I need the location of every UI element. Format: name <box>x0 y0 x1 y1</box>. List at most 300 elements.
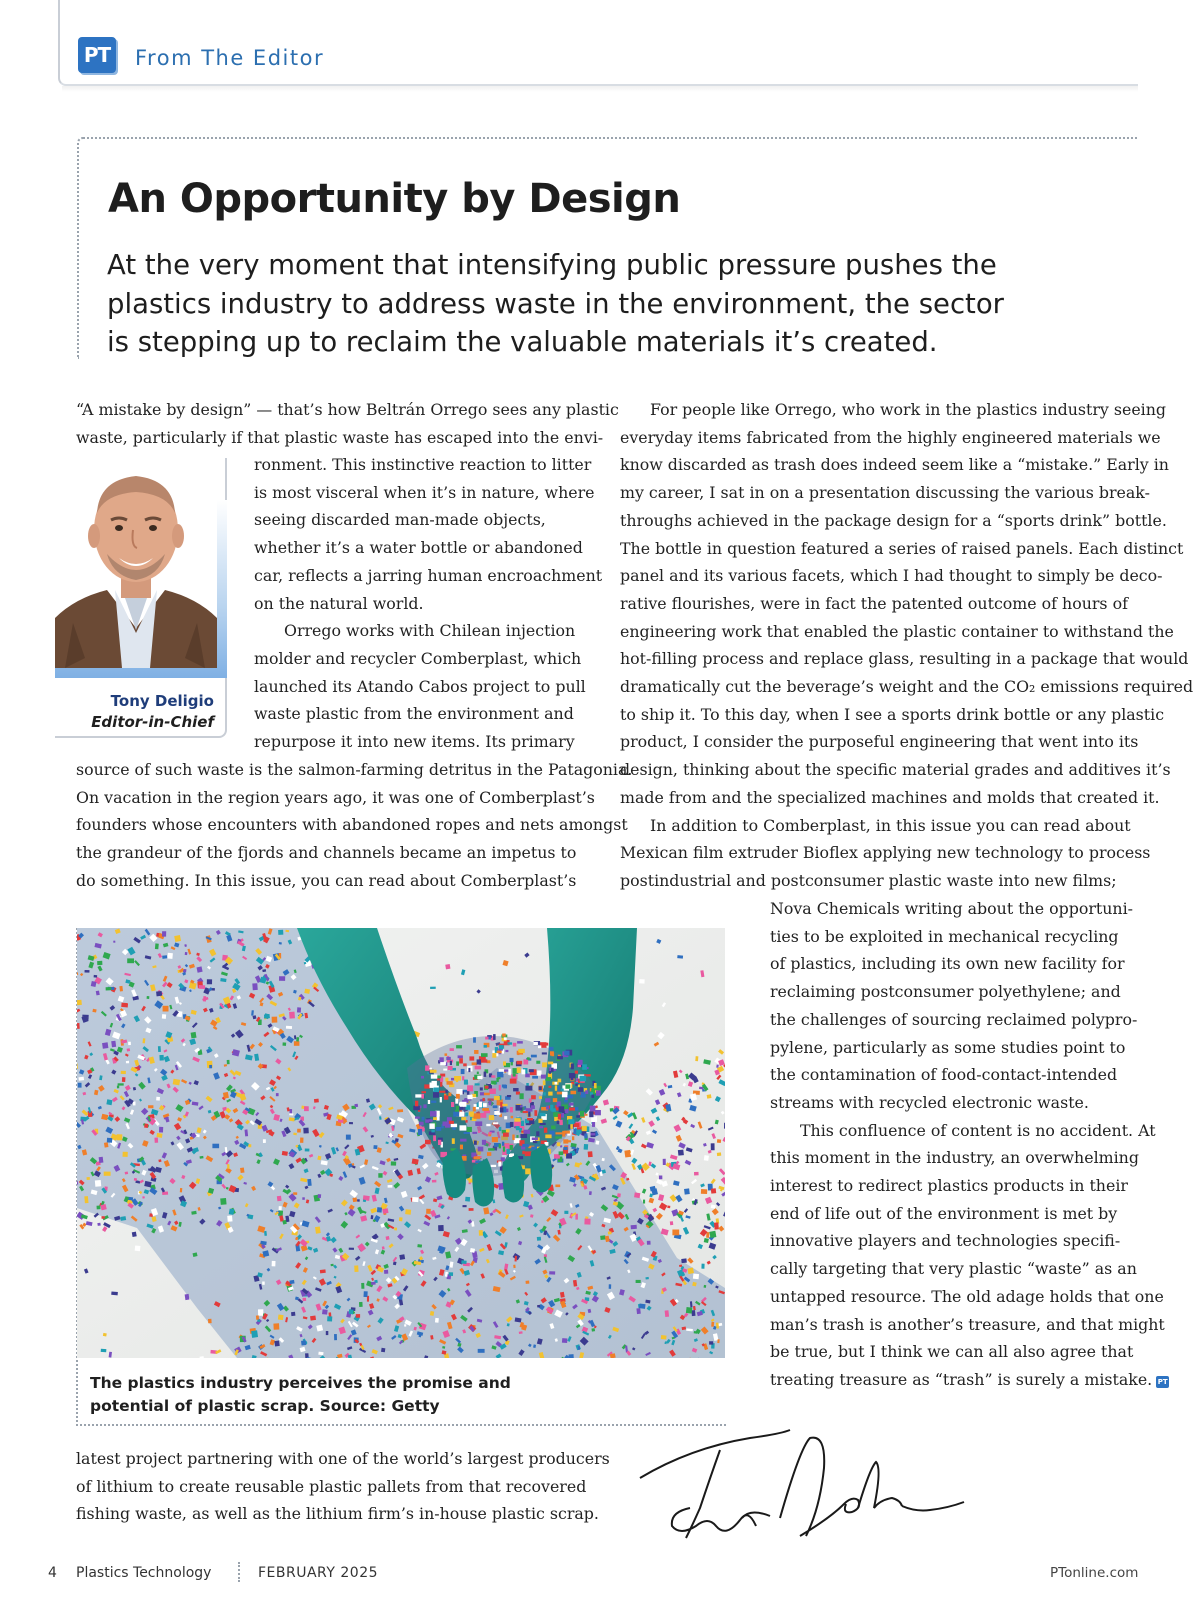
plastic-chip <box>569 1108 575 1111</box>
plastic-chip <box>123 1152 128 1157</box>
plastic-chip <box>571 1091 577 1095</box>
plastic-chip <box>532 1076 538 1079</box>
plastic-chip <box>711 1188 716 1193</box>
plastic-chip <box>422 1117 425 1121</box>
plastic-chip <box>289 1113 293 1115</box>
plastic-chip <box>672 1230 679 1236</box>
plastic-chip <box>297 1129 301 1133</box>
plastic-chip <box>572 1136 574 1140</box>
plastic-chip <box>517 1061 523 1065</box>
plastic-chip <box>523 1111 528 1113</box>
plastic-chip <box>557 1092 562 1095</box>
section-label: From The Editor <box>135 46 325 70</box>
plastic-chip <box>468 1068 470 1072</box>
plastic-chip <box>388 1185 393 1188</box>
plastic-chip <box>532 1138 538 1141</box>
text-line: the contamination of food-contact-intended <box>770 1065 1118 1085</box>
plastic-chip <box>568 1119 574 1124</box>
plastic-chip <box>429 1123 434 1129</box>
plastic-chip <box>359 1302 363 1307</box>
plastic-chip <box>492 1053 496 1058</box>
plastic-chip <box>121 1003 128 1008</box>
plastic-chip <box>584 1144 589 1150</box>
plastic-chip <box>480 1087 483 1090</box>
plastic-chip <box>132 1232 137 1237</box>
editor-signature <box>630 1408 970 1548</box>
plastic-chip <box>474 1141 477 1145</box>
plastic-chip <box>709 1341 713 1344</box>
plastic-chip <box>516 1092 520 1095</box>
plastic-chip <box>156 991 162 996</box>
plastic-chip <box>516 1135 518 1138</box>
plastic-chip <box>493 1105 498 1108</box>
text-line: This confluence of content is no accident. At <box>800 1120 1156 1140</box>
plastic-chip <box>545 1098 550 1102</box>
plastic-chip <box>560 1120 563 1125</box>
text-line: “A mistake by design” — that’s how Beltrán Orrego sees any plastic <box>76 400 619 419</box>
plastic-chip <box>101 1349 107 1353</box>
plastic-chip <box>94 975 98 978</box>
plastic-chip <box>119 986 123 992</box>
plastic-chip <box>517 1041 523 1044</box>
plastic-chip <box>659 1176 662 1180</box>
plastic-chip <box>102 1216 105 1219</box>
plastic-chip <box>502 1085 506 1088</box>
plastic-chip <box>514 1121 521 1126</box>
plastic-chip <box>480 1092 484 1095</box>
plastic-chip <box>278 930 283 935</box>
plastic-chip <box>647 1241 651 1245</box>
plastic-chip <box>450 1048 454 1051</box>
plastic-chip <box>483 1098 485 1101</box>
plastic-chip <box>289 1012 295 1019</box>
plastic-chip <box>488 1148 494 1151</box>
text-line: The bottle in question featured a series of raised panels. Each distinct <box>620 538 1184 558</box>
plastic-chip <box>484 1093 490 1096</box>
plastic-chip <box>282 1042 286 1045</box>
plastic-chip <box>497 1077 500 1079</box>
plastic-chip <box>77 1000 82 1005</box>
plastic-chip <box>513 1088 519 1091</box>
plastic-chip <box>156 1133 162 1138</box>
plastic-chip <box>479 1102 482 1108</box>
plastic-chip <box>465 1113 468 1117</box>
plastic-chip <box>111 1041 116 1048</box>
plastic-chip <box>539 1086 542 1090</box>
plastic-chip <box>469 1056 474 1060</box>
plastic-chip <box>455 1098 458 1104</box>
plastic-chip <box>331 1264 334 1267</box>
plastic-chip <box>159 1055 163 1061</box>
plastic-chip <box>508 1042 513 1044</box>
text-line: waste, particularly if that plastic waste has escaped into the envi- <box>76 427 604 447</box>
plastic-chip <box>486 1124 490 1126</box>
col2-top <box>620 396 1193 895</box>
text-line: end of life out of the environment is met by <box>770 1203 1118 1223</box>
plastic-chip <box>394 1228 397 1231</box>
plastic-chip <box>600 1235 606 1240</box>
plastic-chip <box>624 1150 631 1158</box>
plastic-chip <box>473 1037 476 1042</box>
text-line: hot-filling process and replace glass, resulting in a package that would <box>620 649 1189 669</box>
plastic-chip <box>489 1101 492 1105</box>
plastic-chip <box>609 1284 612 1289</box>
plastic-chip <box>567 1116 572 1120</box>
plastic-chip <box>499 1045 504 1049</box>
plastic-chip <box>563 1147 567 1150</box>
plastic-chip <box>430 1083 434 1088</box>
plastic-chip <box>527 1118 533 1120</box>
plastic-chip <box>443 1069 447 1071</box>
plastic-chip <box>456 1089 462 1095</box>
plastic-chip <box>322 1309 328 1314</box>
plastic-chip <box>404 1324 406 1326</box>
plastic-chip <box>513 1074 516 1077</box>
plastic-chip <box>477 1072 479 1074</box>
plastic-chip <box>162 955 167 959</box>
plastic-chip <box>520 1134 527 1138</box>
plastic-chip <box>320 1269 326 1273</box>
plastic-chip <box>561 1089 564 1091</box>
plastic-chip <box>127 958 134 963</box>
plastic-chip <box>478 1349 485 1353</box>
text-line <box>770 1366 1169 1394</box>
text-line: Nova Chemicals writing about the opportuni- <box>770 899 1133 918</box>
text-line: everyday items fabricated from the highly engineered materials we <box>620 427 1161 447</box>
plastic-chip <box>113 941 115 943</box>
plastic-chip <box>511 1116 513 1119</box>
plastic-chip <box>349 1248 354 1250</box>
plastic-chip <box>472 1132 477 1134</box>
plastic-chip <box>446 1057 451 1060</box>
plastic-chip <box>575 1107 579 1111</box>
plastic-chip <box>559 1151 564 1155</box>
plastic-chip <box>564 1100 568 1103</box>
plastic-chip <box>474 1113 481 1119</box>
text-line: In addition to Comberplast, in this issue you can read about <box>650 815 1131 835</box>
text-line: car, reflects a jarring human encroachment <box>254 565 603 585</box>
plastic-chip <box>422 1091 427 1093</box>
plastic-chip <box>84 1196 88 1203</box>
plastic-chip <box>596 1086 601 1091</box>
plastic-chip <box>565 1097 567 1100</box>
plastic-chip <box>459 1112 464 1117</box>
plastic-chip <box>382 1208 388 1214</box>
text-line: Mexican film extruder Bioflex applying new technology to process <box>620 843 1151 863</box>
plastic-chip <box>541 1075 546 1079</box>
plastic-chip <box>694 1172 699 1176</box>
plastic-chip <box>78 1077 84 1081</box>
plastic-chip <box>357 1199 360 1202</box>
plastic-chip <box>529 1099 532 1103</box>
plastic-chip <box>491 1075 495 1078</box>
col1-end <box>76 1445 610 1528</box>
text-line: is most visceral when it’s in nature, where <box>254 482 595 502</box>
text-line: pylene, particularly as some studies point to <box>770 1037 1126 1057</box>
plastic-chip <box>467 1095 472 1099</box>
text-line: do something. In this issue, you can read about Comberplast’s <box>76 870 577 890</box>
plastic-chip <box>428 1100 430 1104</box>
plastic-chip <box>484 1072 487 1077</box>
plastic-chip <box>704 1285 707 1288</box>
plastic-chip <box>531 1105 535 1109</box>
caption-line: The plastics industry perceives the promise and <box>90 1374 511 1392</box>
plastic-chip <box>480 1113 486 1118</box>
plastic-chip <box>424 1084 430 1088</box>
plastic-chip <box>639 979 645 983</box>
plastic-chip <box>456 1106 459 1110</box>
plastic-chip <box>240 1168 244 1173</box>
plastic-scrap-photo <box>77 928 725 1358</box>
plastic-chip <box>560 1145 562 1147</box>
plastic-chip <box>326 1331 329 1335</box>
plastic-chip <box>303 1128 308 1134</box>
plastic-chip <box>415 1094 421 1097</box>
plastic-chip <box>465 1120 467 1123</box>
plastic-chip <box>591 1328 595 1332</box>
text-line: to ship it. To this day, when I see a sports drink bottle or any plastic <box>620 704 1165 724</box>
plastic-chip <box>461 1069 465 1074</box>
text-line: the grandeur of the fjords and channels became an impetus to <box>76 843 577 863</box>
plastic-chip <box>528 1112 530 1117</box>
plastic-chip <box>636 1280 641 1283</box>
plastic-chip <box>439 1091 445 1093</box>
plastic-chip <box>302 1197 305 1200</box>
plastic-chip <box>536 1061 540 1064</box>
plastic-chip <box>717 1339 719 1343</box>
text-line: fishing waste, as well as the lithium firm’s in-house plastic scrap. <box>76 1504 599 1524</box>
text-line: ronment. This instinctive reaction to litter <box>254 455 592 474</box>
plastic-chip <box>272 1261 276 1267</box>
plastic-chip <box>155 943 159 949</box>
plastic-chip <box>485 1037 488 1040</box>
plastic-chip <box>670 1221 673 1225</box>
plastic-chip <box>636 1308 640 1314</box>
text-line: of lithium to create reusable plastic pallets from that recovered <box>76 1476 587 1496</box>
text-line: throughs achieved in the package design for a “sports drink” bottle. <box>620 510 1167 530</box>
plastic-chip <box>429 1119 433 1122</box>
plastic-chip <box>449 1121 454 1124</box>
plastic-chip <box>687 1268 694 1275</box>
plastic-chip <box>550 1105 553 1111</box>
plastic-chip <box>430 1311 434 1316</box>
plastic-chip <box>545 1135 551 1139</box>
plastic-chip <box>510 1058 514 1062</box>
plastic-chip <box>555 1136 562 1138</box>
plastic-chip <box>534 1110 537 1116</box>
plastic-chip <box>724 1123 725 1129</box>
plastic-chip <box>580 1111 584 1117</box>
plastic-chip <box>304 989 310 994</box>
plastic-chip <box>156 1097 160 1101</box>
plastic-chip <box>591 1133 596 1135</box>
plastic-chip <box>431 1101 436 1103</box>
plastic-chip <box>441 1154 446 1157</box>
plastic-chip <box>99 1157 104 1163</box>
plastic-chip <box>479 1230 483 1236</box>
plastic-chip <box>440 1082 442 1087</box>
plastic-chip <box>227 1164 229 1169</box>
plastic-chip <box>558 1086 560 1092</box>
plastic-chip <box>467 1091 470 1095</box>
plastic-chip <box>557 1056 563 1059</box>
plastic-chip <box>537 1071 541 1076</box>
plastic-chip <box>412 1159 419 1165</box>
plastic-chip <box>276 1093 279 1096</box>
col1-bottom <box>76 756 632 895</box>
plastic-chip <box>445 1090 447 1093</box>
plastic-chip <box>87 1177 90 1180</box>
plastic-chip <box>717 1139 721 1143</box>
plastic-chip <box>575 1214 578 1220</box>
plastic-chip <box>303 1298 307 1301</box>
plastic-chip <box>571 1074 574 1080</box>
plastic-chip <box>127 1048 131 1051</box>
text-line: repurpose it into new items. Its primary <box>254 732 575 752</box>
plastic-chip <box>405 1209 411 1215</box>
plastic-chip <box>418 1129 422 1135</box>
plastic-chip <box>517 1052 519 1055</box>
plastic-chip <box>430 987 436 989</box>
text-line: of plastics, including its own new facility for <box>770 954 1125 974</box>
plastic-chip <box>572 1147 576 1149</box>
text-line: panel and its various facets, which I had thought to simply be deco- <box>620 566 1163 586</box>
plastic-chip <box>227 1216 232 1222</box>
plastic-chip <box>262 1282 265 1285</box>
plastic-chip <box>433 1117 437 1120</box>
plastic-chip <box>507 1095 511 1097</box>
deck-line: is stepping up to reclaim the valuable materials it’s created. <box>107 326 938 358</box>
plastic-chip <box>97 1206 101 1210</box>
plastic-chip <box>555 1185 560 1188</box>
plastic-chip <box>481 1053 488 1057</box>
plastic-chip <box>576 1115 580 1118</box>
plastic-chip <box>458 1055 463 1058</box>
plastic-chip <box>481 1059 487 1062</box>
plastic-chip <box>522 1069 526 1074</box>
plastic-chip <box>564 1211 568 1214</box>
plastic-chip <box>263 1139 266 1143</box>
plastic-chip <box>417 1244 422 1248</box>
plastic-chip <box>558 1114 561 1120</box>
plastic-chip <box>449 1272 453 1276</box>
plastic-chip <box>415 1117 420 1119</box>
plastic-chip <box>104 1142 109 1147</box>
plastic-chip <box>575 1071 578 1074</box>
plastic-chip <box>525 1074 530 1078</box>
author-title: Editor-in-Chief <box>91 713 214 731</box>
plastic-chip <box>589 1111 593 1117</box>
plastic-chip <box>518 1049 525 1053</box>
plastic-chip <box>440 1097 442 1102</box>
plastic-chip <box>631 1225 637 1229</box>
plastic-chip <box>294 1041 300 1046</box>
text-line: made from and the specialized machines and molds that created it. <box>620 787 1160 807</box>
text-line: my career, I sat in on a presentation discussing the various break- <box>620 483 1150 503</box>
text-line: latest project partnering with one of the world’s largest producers <box>76 1449 610 1468</box>
plastic-chip <box>492 1137 498 1142</box>
pt-logo: PT <box>78 37 116 73</box>
plastic-chip <box>485 1086 489 1089</box>
plastic-chip <box>273 1323 279 1329</box>
plastic-chip <box>395 1138 399 1142</box>
plastic-chip <box>173 1079 181 1086</box>
plastic-chip <box>78 1083 82 1088</box>
plastic-chip <box>537 1305 540 1308</box>
plastic-chip <box>277 1196 282 1201</box>
plastic-chip <box>717 1152 721 1156</box>
plastic-chip <box>714 1222 719 1229</box>
plastic-chip <box>377 1207 382 1212</box>
plastic-chip <box>474 1104 478 1107</box>
plastic-chip <box>279 976 285 981</box>
plastic-chip <box>546 1077 552 1081</box>
plastic-chip <box>460 1145 463 1150</box>
plastic-chip <box>525 1168 531 1174</box>
deck-line: plastics industry to address waste in the environment, the sector <box>107 287 1004 320</box>
plastic-chip <box>334 1334 337 1340</box>
plastic-chip <box>451 1124 457 1128</box>
plastic-chip <box>256 1315 259 1319</box>
text-line: untapped resource. The old adage holds that one <box>770 1286 1164 1306</box>
plastic-chip <box>423 1104 426 1108</box>
plastic-chip <box>133 1102 136 1106</box>
plastic-chip <box>502 1142 504 1146</box>
plastic-chip <box>212 1144 219 1149</box>
plastic-chip <box>432 1180 436 1183</box>
plastic-chip <box>483 1103 487 1107</box>
plastic-chip <box>557 1121 559 1125</box>
text-line: engineering work that enabled the plastic container to withstand the <box>620 621 1174 641</box>
plastic-chip <box>95 1180 101 1187</box>
plastic-chip <box>433 1135 436 1141</box>
plastic-chip <box>531 1095 536 1099</box>
plastic-chip <box>430 1111 437 1116</box>
plastic-chip <box>474 1050 478 1054</box>
plastic-chip <box>445 1053 448 1056</box>
plastic-chip <box>565 1084 570 1088</box>
pt-end-mark: PT <box>1157 1377 1168 1386</box>
plastic-chip <box>371 1282 376 1285</box>
plastic-chip <box>608 1231 612 1234</box>
plastic-chip <box>274 1341 279 1347</box>
plastic-chip <box>97 1223 100 1226</box>
plastic-chip <box>539 1113 545 1116</box>
plastic-chip <box>581 1092 586 1098</box>
plastic-chip <box>514 1118 520 1122</box>
plastic-chip <box>97 961 102 965</box>
plastic-chip <box>454 1076 461 1081</box>
plastic-chip <box>208 1319 212 1323</box>
plastic-chip <box>569 1354 574 1358</box>
plastic-chip <box>527 1057 530 1060</box>
plastic-chip <box>678 1150 684 1156</box>
plastic-chip <box>125 1172 128 1175</box>
plastic-chip <box>426 1209 431 1214</box>
plastic-chip <box>167 953 173 959</box>
plastic-chip <box>106 1099 112 1105</box>
plastic-chip <box>482 1108 489 1111</box>
plastic-chip <box>531 1055 537 1058</box>
plastic-chip <box>585 1090 588 1094</box>
plastic-chip <box>421 1094 424 1099</box>
plastic-chip <box>459 1058 463 1063</box>
plastic-chip <box>571 1063 574 1069</box>
plastic-chip <box>590 1106 596 1112</box>
plastic-chip <box>433 1088 439 1093</box>
plastic-chip <box>185 1294 190 1300</box>
plastic-chip <box>500 1102 502 1108</box>
